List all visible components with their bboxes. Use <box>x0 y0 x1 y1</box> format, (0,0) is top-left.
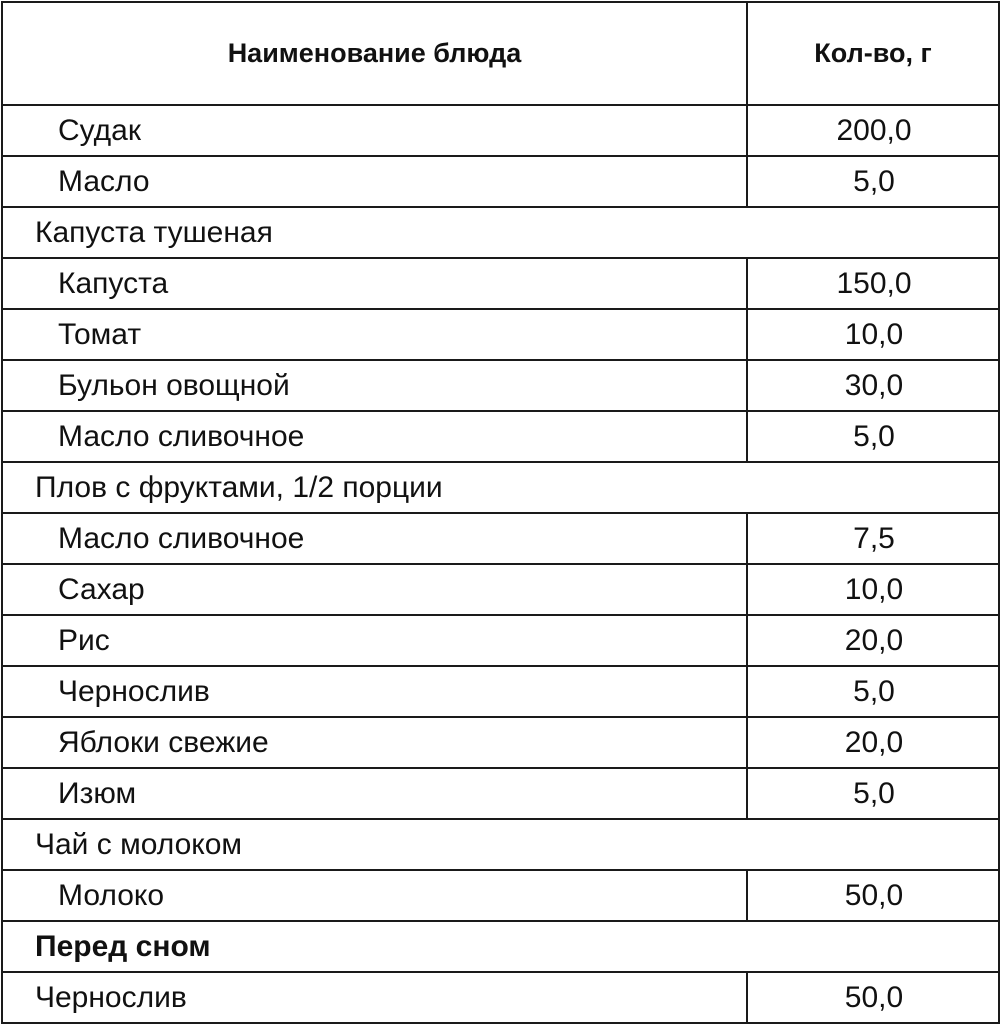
column-header-name: Наименование блюда <box>2 2 747 105</box>
table-row <box>2 972 999 1023</box>
ingredient-name: Изюм <box>2 768 747 819</box>
ingredient-quantity: 5,0 <box>747 156 999 207</box>
ingredient-name: Молоко <box>2 870 747 921</box>
menu-table <box>1 1 1000 1024</box>
ingredient-name: Масло сливочное <box>2 513 747 564</box>
table-row <box>2 258 999 309</box>
table-row <box>2 156 999 207</box>
ingredient-quantity: 5,0 <box>747 768 999 819</box>
dish-name: Капуста тушеная <box>2 207 999 258</box>
ingredient-quantity: 10,0 <box>747 564 999 615</box>
table-row <box>2 513 999 564</box>
table-row <box>2 870 999 921</box>
ingredient-name: Судак <box>2 105 747 156</box>
table-row <box>2 564 999 615</box>
table-row <box>2 105 999 156</box>
ingredient-quantity: 20,0 <box>747 717 999 768</box>
dish-name: Чай с молоком <box>2 819 999 870</box>
ingredient-quantity: 30,0 <box>747 360 999 411</box>
ingredient-quantity: 20,0 <box>747 615 999 666</box>
ingredient-name: Яблоки свежие <box>2 717 747 768</box>
ingredient-quantity: 50,0 <box>747 870 999 921</box>
table-row <box>2 615 999 666</box>
dish-name: Плов с фруктами, 1/2 порции <box>2 462 999 513</box>
column-header-quantity: Кол-во, г <box>747 2 999 105</box>
dish-row <box>2 462 999 513</box>
ingredient-name: Бульон овощной <box>2 360 747 411</box>
ingredient-name: Чернослив <box>2 666 747 717</box>
ingredient-name: Сахар <box>2 564 747 615</box>
dish-row <box>2 207 999 258</box>
ingredient-quantity: 5,0 <box>747 666 999 717</box>
ingredient-quantity: 7,5 <box>747 513 999 564</box>
table-header-row <box>2 2 999 105</box>
ingredient-name: Масло сливочное <box>2 411 747 462</box>
table-row <box>2 768 999 819</box>
ingredient-name: Рис <box>2 615 747 666</box>
ingredient-name: Томат <box>2 309 747 360</box>
ingredient-quantity: 10,0 <box>747 309 999 360</box>
ingredient-name: Чернослив <box>2 972 747 1023</box>
ingredient-quantity: 50,0 <box>747 972 999 1023</box>
ingredient-name: Масло <box>2 156 747 207</box>
ingredient-name: Капуста <box>2 258 747 309</box>
ingredient-quantity: 200,0 <box>747 105 999 156</box>
ingredient-quantity: 150,0 <box>747 258 999 309</box>
table-row <box>2 309 999 360</box>
table-row <box>2 411 999 462</box>
section-heading: Перед сном <box>2 921 999 972</box>
section-row <box>2 921 999 972</box>
ingredient-quantity: 5,0 <box>747 411 999 462</box>
table-row <box>2 717 999 768</box>
table-row <box>2 666 999 717</box>
table-row <box>2 360 999 411</box>
dish-row <box>2 819 999 870</box>
